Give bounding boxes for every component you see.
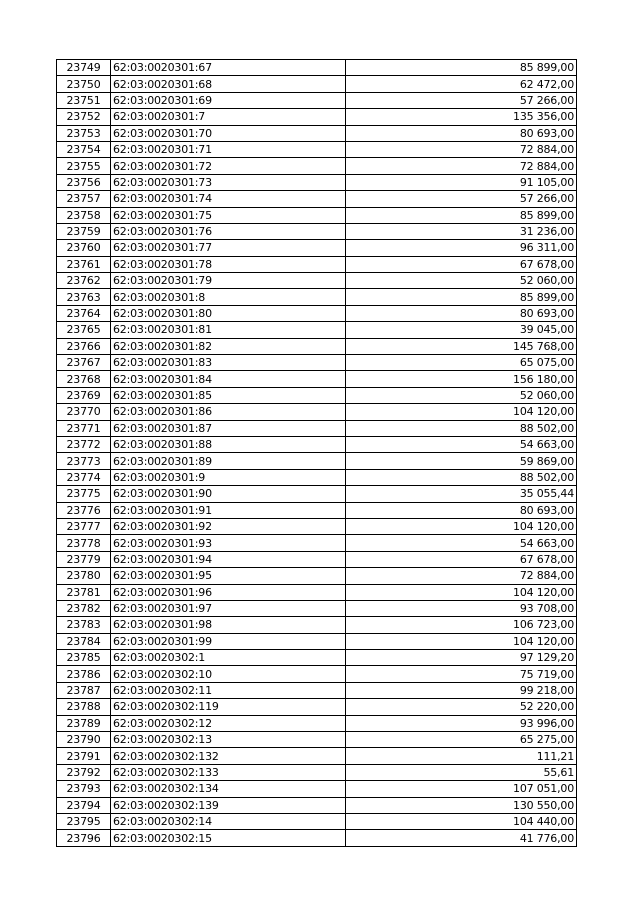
table-row	[57, 305, 577, 321]
row-number-cell: 23775	[57, 486, 111, 502]
cadastral-value-cell: 72 884,00	[346, 568, 577, 584]
cadastral-number-cell: 62:03:0020301:73	[111, 174, 346, 190]
row-number-cell: 23749	[57, 60, 111, 76]
table-row	[57, 420, 577, 436]
cadastral-number-cell: 62:03:0020301:69	[111, 92, 346, 108]
cadastral-value-cell: 80 693,00	[346, 125, 577, 141]
table-row	[57, 568, 577, 584]
cadastral-value-cell: 54 663,00	[346, 436, 577, 452]
table-row	[57, 453, 577, 469]
row-number-cell: 23766	[57, 338, 111, 354]
cadastral-number-cell: 62:03:0020302:139	[111, 797, 346, 813]
cadastral-value-cell: 54 663,00	[346, 535, 577, 551]
cadastral-value-cell: 31 236,00	[346, 223, 577, 239]
cadastral-number-cell: 62:03:0020302:132	[111, 748, 346, 764]
table-row	[57, 92, 577, 108]
row-number-cell: 23751	[57, 92, 111, 108]
cadastral-value-cell: 59 869,00	[346, 453, 577, 469]
row-number-cell: 23759	[57, 223, 111, 239]
cadastral-number-cell: 62:03:0020301:99	[111, 633, 346, 649]
table-row	[57, 797, 577, 813]
table-row	[57, 830, 577, 846]
cadastral-value-cell: 96 311,00	[346, 240, 577, 256]
cadastral-value-cell: 41 776,00	[346, 830, 577, 846]
row-number-cell: 23753	[57, 125, 111, 141]
table-row	[57, 174, 577, 190]
cadastral-number-cell: 62:03:0020301:84	[111, 371, 346, 387]
table-row	[57, 813, 577, 829]
row-number-cell: 23792	[57, 764, 111, 780]
table-row	[57, 764, 577, 780]
cadastral-value-cell: 104 120,00	[346, 584, 577, 600]
cadastral-value-cell: 85 899,00	[346, 207, 577, 223]
cadastral-number-cell: 62:03:0020302:133	[111, 764, 346, 780]
table-row	[57, 633, 577, 649]
row-number-cell: 23778	[57, 535, 111, 551]
row-number-cell: 23793	[57, 781, 111, 797]
table-row	[57, 76, 577, 92]
cadastral-value-cell: 135 356,00	[346, 109, 577, 125]
table-row	[57, 371, 577, 387]
cadastral-value-cell: 35 055,44	[346, 486, 577, 502]
cadastral-value-cell: 85 899,00	[346, 60, 577, 76]
cadastral-value-cell: 93 708,00	[346, 600, 577, 616]
row-number-cell: 23763	[57, 289, 111, 305]
table-row	[57, 600, 577, 616]
cadastral-number-cell: 62:03:0020301:8	[111, 289, 346, 305]
cadastral-number-cell: 62:03:0020302:12	[111, 715, 346, 731]
row-number-cell: 23773	[57, 453, 111, 469]
table-row	[57, 322, 577, 338]
table-row	[57, 387, 577, 403]
cadastral-number-cell: 62:03:0020301:79	[111, 273, 346, 289]
cadastral-value-cell: 97 129,20	[346, 650, 577, 666]
row-number-cell: 23791	[57, 748, 111, 764]
cadastral-number-cell: 62:03:0020301:77	[111, 240, 346, 256]
cadastral-value-cell: 93 996,00	[346, 715, 577, 731]
cadastral-value-cell: 111,21	[346, 748, 577, 764]
table-row	[57, 535, 577, 551]
table-row	[57, 109, 577, 125]
cadastral-number-cell: 62:03:0020301:95	[111, 568, 346, 584]
cadastral-number-cell: 62:03:0020301:91	[111, 502, 346, 518]
table-row	[57, 125, 577, 141]
cadastral-number-cell: 62:03:0020301:87	[111, 420, 346, 436]
cadastral-number-cell: 62:03:0020302:14	[111, 813, 346, 829]
row-number-cell: 23788	[57, 699, 111, 715]
table-row	[57, 60, 577, 76]
table-row	[57, 781, 577, 797]
table-row	[57, 699, 577, 715]
cadastral-number-cell: 62:03:0020301:9	[111, 469, 346, 485]
cadastral-value-cell: 88 502,00	[346, 469, 577, 485]
row-number-cell: 23787	[57, 682, 111, 698]
table-row	[57, 518, 577, 534]
table-body	[57, 60, 577, 847]
table-row	[57, 256, 577, 272]
cadastral-number-cell: 62:03:0020301:70	[111, 125, 346, 141]
cadastral-number-cell: 62:03:0020302:11	[111, 682, 346, 698]
cadastral-number-cell: 62:03:0020301:85	[111, 387, 346, 403]
cadastral-value-cell: 104 440,00	[346, 813, 577, 829]
cadastral-value-cell: 55,61	[346, 764, 577, 780]
cadastral-value-cell: 62 472,00	[346, 76, 577, 92]
row-number-cell: 23776	[57, 502, 111, 518]
cadastral-number-cell: 62:03:0020301:68	[111, 76, 346, 92]
row-number-cell: 23752	[57, 109, 111, 125]
row-number-cell: 23754	[57, 141, 111, 157]
table-row	[57, 273, 577, 289]
cadastral-number-cell: 62:03:0020301:93	[111, 535, 346, 551]
table-row	[57, 404, 577, 420]
row-number-cell: 23757	[57, 191, 111, 207]
row-number-cell: 23770	[57, 404, 111, 420]
row-number-cell: 23755	[57, 158, 111, 174]
table-row	[57, 338, 577, 354]
table-row	[57, 617, 577, 633]
cadastral-value-cell: 80 693,00	[346, 305, 577, 321]
table-row	[57, 584, 577, 600]
cadastral-value-cell: 72 884,00	[346, 158, 577, 174]
cadastral-number-cell: 62:03:0020301:78	[111, 256, 346, 272]
cadastral-value-cell: 52 060,00	[346, 387, 577, 403]
cadastral-value-cell: 57 266,00	[346, 191, 577, 207]
table-row	[57, 436, 577, 452]
cadastral-number-cell: 62:03:0020302:10	[111, 666, 346, 682]
table-row	[57, 732, 577, 748]
row-number-cell: 23789	[57, 715, 111, 731]
cadastral-number-cell: 62:03:0020301:7	[111, 109, 346, 125]
cadastral-value-cell: 72 884,00	[346, 141, 577, 157]
cadastral-value-cell: 52 060,00	[346, 273, 577, 289]
cadastral-number-cell: 62:03:0020301:97	[111, 600, 346, 616]
cadastral-number-cell: 62:03:0020301:92	[111, 518, 346, 534]
row-number-cell: 23758	[57, 207, 111, 223]
table-row	[57, 207, 577, 223]
row-number-cell: 23794	[57, 797, 111, 813]
cadastral-value-cell: 80 693,00	[346, 502, 577, 518]
row-number-cell: 23761	[57, 256, 111, 272]
cadastral-number-cell: 62:03:0020301:90	[111, 486, 346, 502]
row-number-cell: 23756	[57, 174, 111, 190]
cadastral-value-cell: 107 051,00	[346, 781, 577, 797]
cadastral-value-cell: 85 899,00	[346, 289, 577, 305]
row-number-cell: 23782	[57, 600, 111, 616]
cadastral-value-cell: 104 120,00	[346, 518, 577, 534]
row-number-cell: 23764	[57, 305, 111, 321]
row-number-cell: 23777	[57, 518, 111, 534]
row-number-cell: 23781	[57, 584, 111, 600]
cadastral-number-cell: 62:03:0020302:1	[111, 650, 346, 666]
cadastral-value-cell: 130 550,00	[346, 797, 577, 813]
cadastral-number-cell: 62:03:0020302:134	[111, 781, 346, 797]
table-row	[57, 223, 577, 239]
cadastral-number-cell: 62:03:0020301:81	[111, 322, 346, 338]
row-number-cell: 23762	[57, 273, 111, 289]
row-number-cell: 23768	[57, 371, 111, 387]
cadastral-value-cell: 52 220,00	[346, 699, 577, 715]
table-row	[57, 486, 577, 502]
row-number-cell: 23771	[57, 420, 111, 436]
cadastral-number-cell: 62:03:0020301:89	[111, 453, 346, 469]
cadastral-value-cell: 88 502,00	[346, 420, 577, 436]
cadastral-number-cell: 62:03:0020301:71	[111, 141, 346, 157]
cadastral-number-cell: 62:03:0020301:88	[111, 436, 346, 452]
cadastral-value-cell: 39 045,00	[346, 322, 577, 338]
cadastral-number-cell: 62:03:0020301:76	[111, 223, 346, 239]
cadastral-number-cell: 62:03:0020301:82	[111, 338, 346, 354]
row-number-cell: 23780	[57, 568, 111, 584]
cadastral-value-cell: 156 180,00	[346, 371, 577, 387]
row-number-cell: 23769	[57, 387, 111, 403]
cadastral-number-cell: 62:03:0020301:80	[111, 305, 346, 321]
row-number-cell: 23790	[57, 732, 111, 748]
cadastral-value-cell: 145 768,00	[346, 338, 577, 354]
row-number-cell: 23750	[57, 76, 111, 92]
row-number-cell: 23783	[57, 617, 111, 633]
row-number-cell: 23765	[57, 322, 111, 338]
cadastral-number-cell: 62:03:0020302:13	[111, 732, 346, 748]
cadastral-value-cell: 65 275,00	[346, 732, 577, 748]
cadastral-number-cell: 62:03:0020302:15	[111, 830, 346, 846]
row-number-cell: 23785	[57, 650, 111, 666]
row-number-cell: 23779	[57, 551, 111, 567]
table-row	[57, 666, 577, 682]
cadastral-value-cell: 67 678,00	[346, 256, 577, 272]
row-number-cell: 23786	[57, 666, 111, 682]
cadastral-value-cell: 67 678,00	[346, 551, 577, 567]
cadastral-number-cell: 62:03:0020301:94	[111, 551, 346, 567]
cadastral-number-cell: 62:03:0020301:83	[111, 355, 346, 371]
table-row	[57, 502, 577, 518]
cadastral-number-cell: 62:03:0020302:119	[111, 699, 346, 715]
cadastral-number-cell: 62:03:0020301:86	[111, 404, 346, 420]
cadastral-value-cell: 99 218,00	[346, 682, 577, 698]
cadastral-value-cell: 104 120,00	[346, 633, 577, 649]
table-row	[57, 289, 577, 305]
document-page	[56, 59, 577, 847]
table-row	[57, 158, 577, 174]
table-row	[57, 748, 577, 764]
cadastral-number-cell: 62:03:0020301:96	[111, 584, 346, 600]
cadastral-value-cell: 106 723,00	[346, 617, 577, 633]
row-number-cell: 23784	[57, 633, 111, 649]
row-number-cell: 23796	[57, 830, 111, 846]
row-number-cell: 23795	[57, 813, 111, 829]
cadastral-value-cell: 75 719,00	[346, 666, 577, 682]
cadastral-value-table	[56, 59, 577, 847]
cadastral-number-cell: 62:03:0020301:67	[111, 60, 346, 76]
table-row	[57, 650, 577, 666]
cadastral-number-cell: 62:03:0020301:98	[111, 617, 346, 633]
cadastral-value-cell: 104 120,00	[346, 404, 577, 420]
row-number-cell: 23760	[57, 240, 111, 256]
table-row	[57, 355, 577, 371]
row-number-cell: 23767	[57, 355, 111, 371]
row-number-cell: 23774	[57, 469, 111, 485]
cadastral-number-cell: 62:03:0020301:72	[111, 158, 346, 174]
table-row	[57, 469, 577, 485]
row-number-cell: 23772	[57, 436, 111, 452]
table-row	[57, 191, 577, 207]
table-row	[57, 682, 577, 698]
table-row	[57, 141, 577, 157]
table-row	[57, 715, 577, 731]
cadastral-value-cell: 57 266,00	[346, 92, 577, 108]
cadastral-number-cell: 62:03:0020301:74	[111, 191, 346, 207]
table-row	[57, 240, 577, 256]
cadastral-number-cell: 62:03:0020301:75	[111, 207, 346, 223]
table-row	[57, 551, 577, 567]
cadastral-value-cell: 65 075,00	[346, 355, 577, 371]
cadastral-value-cell: 91 105,00	[346, 174, 577, 190]
